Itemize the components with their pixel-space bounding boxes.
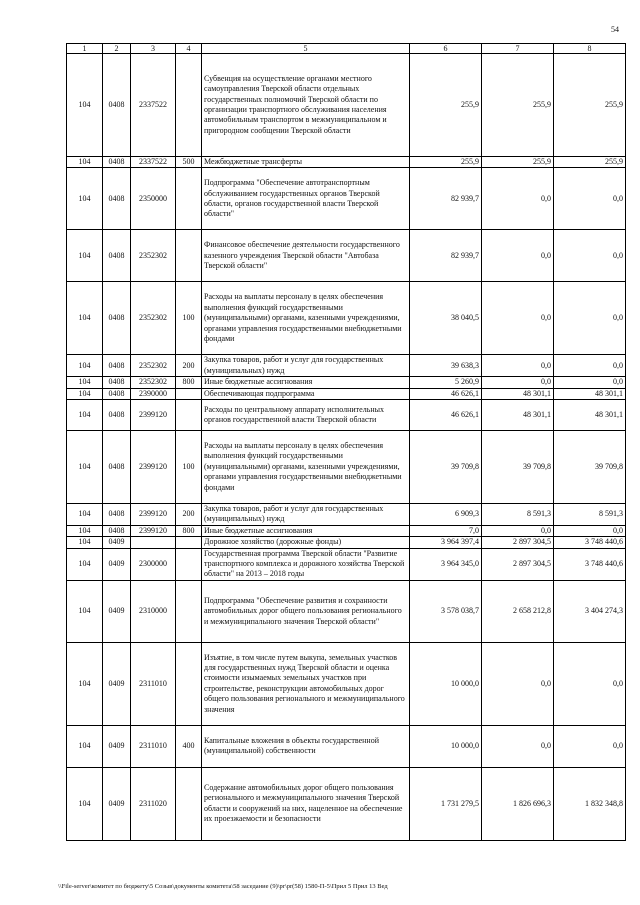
header-cell: 6: [410, 44, 482, 54]
row-amount-year3-cell: 3 404 274,3: [554, 580, 626, 642]
row-description-cell: Финансовое обеспечение деятельности государственного казенного учреждения Тверской области "Автобаза Тверской области": [202, 230, 410, 282]
row-amount-year1-cell: 82 939,7: [410, 168, 482, 230]
table-row: [67, 767, 626, 840]
row-amount-year3-cell: 0,0: [554, 642, 626, 725]
row-subsection-cell: 0408: [103, 54, 131, 157]
header-cell: 5: [202, 44, 410, 54]
row-section-cell: 104: [67, 504, 103, 526]
row-section-cell: 104: [67, 54, 103, 157]
row-amount-year1-cell: 3 578 038,7: [410, 580, 482, 642]
row-description-cell: Иные бюджетные ассигнования: [202, 377, 410, 388]
row-target-article-cell: 2399120: [131, 431, 176, 504]
row-amount-year1-cell: 255,9: [410, 54, 482, 157]
row-target-article-cell: 2311010: [131, 642, 176, 725]
row-description-cell: Обеспечивающая подпрограмма: [202, 388, 410, 399]
row-expense-type-cell: 800: [176, 525, 202, 536]
row-expense-type-cell: [176, 388, 202, 399]
row-amount-year2-cell: 39 709,8: [482, 431, 554, 504]
row-target-article-cell: 2311020: [131, 767, 176, 840]
row-description-cell: Межбюджетные трансферты: [202, 157, 410, 168]
row-section-cell: 104: [67, 400, 103, 431]
row-section-cell: 104: [67, 537, 103, 548]
row-amount-year3-cell: 255,9: [554, 157, 626, 168]
header-cell: 8: [554, 44, 626, 54]
row-expense-type-cell: [176, 642, 202, 725]
row-subsection-cell: 0408: [103, 230, 131, 282]
row-amount-year2-cell: 255,9: [482, 157, 554, 168]
row-target-article-cell: 2390000: [131, 388, 176, 399]
row-description-cell: Государственная программа Тверской области "Развитие транспортного комплекса и дорожного хозяйства Тверской области" на 2013 – 2018 годы: [202, 548, 410, 580]
row-expense-type-cell: 200: [176, 355, 202, 377]
row-amount-year2-cell: 8 591,3: [482, 504, 554, 526]
table-row: [67, 355, 626, 377]
row-amount-year3-cell: 0,0: [554, 377, 626, 388]
row-section-cell: 104: [67, 767, 103, 840]
row-expense-type-cell: [176, 537, 202, 548]
row-section-cell: 104: [67, 642, 103, 725]
budget-table: [66, 43, 626, 841]
row-expense-type-cell: 100: [176, 282, 202, 355]
row-amount-year1-cell: 46 626,1: [410, 400, 482, 431]
row-section-cell: 104: [67, 230, 103, 282]
row-amount-year3-cell: 0,0: [554, 525, 626, 536]
row-expense-type-cell: [176, 230, 202, 282]
row-description-cell: Содержание автомобильных дорог общего пользования регионального и межмуниципального значения Тверской области и сооружений на них, нацеленное на обеспечение их проезжаемости и безопасности: [202, 767, 410, 840]
row-description-cell: Капитальные вложения в объекты государственной (муниципальной) собственности: [202, 725, 410, 767]
row-amount-year1-cell: 255,9: [410, 157, 482, 168]
row-description-cell: Расходы на выплаты персоналу в целях обеспечения выполнения функций государственными (муниципальными) органами, казенными учреждениями, органами управления государственными внебюджетными фондами: [202, 431, 410, 504]
row-amount-year1-cell: 39 638,3: [410, 355, 482, 377]
row-subsection-cell: 0409: [103, 767, 131, 840]
row-description-cell: Иные бюджетные ассигнования: [202, 525, 410, 536]
row-amount-year1-cell: 3 964 345,0: [410, 548, 482, 580]
row-subsection-cell: 0408: [103, 504, 131, 526]
row-target-article-cell: 2352302: [131, 377, 176, 388]
table-row: [67, 537, 626, 548]
row-description-cell: Подпрограмма "Обеспечение автотранспортным обслуживанием государственных органов Тверской области, органов государственной власти Тверской области": [202, 168, 410, 230]
row-amount-year3-cell: 0,0: [554, 168, 626, 230]
page-number: 54: [611, 25, 619, 34]
row-amount-year2-cell: 2 658 212,8: [482, 580, 554, 642]
row-description-cell: Расходы на выплаты персоналу в целях обеспечения выполнения функций государственными (муниципальными) органами, казенными учреждениями, органами управления государственными внебюджетными фондами: [202, 282, 410, 355]
row-description-cell: Субвенция на осуществление органами местного самоуправления Тверской области отдельных государственных полномочий Тверской области по организации транспортного обслуживания населения автомобильным транспортом в межмуниципальном и пригородном сообщении Тверской области: [202, 54, 410, 157]
row-section-cell: 104: [67, 168, 103, 230]
table-row: [67, 504, 626, 526]
row-amount-year3-cell: 48 301,1: [554, 400, 626, 431]
row-amount-year3-cell: 3 748 440,6: [554, 537, 626, 548]
row-target-article-cell: 2310000: [131, 580, 176, 642]
row-amount-year1-cell: 1 731 279,5: [410, 767, 482, 840]
table-row: [67, 168, 626, 230]
row-amount-year2-cell: 255,9: [482, 54, 554, 157]
row-section-cell: 104: [67, 431, 103, 504]
row-amount-year1-cell: 39 709,8: [410, 431, 482, 504]
row-amount-year2-cell: 0,0: [482, 282, 554, 355]
table-row: [67, 157, 626, 168]
row-subsection-cell: 0408: [103, 168, 131, 230]
row-amount-year1-cell: 38 040,5: [410, 282, 482, 355]
row-target-article-cell: 2399120: [131, 525, 176, 536]
row-amount-year2-cell: 0,0: [482, 355, 554, 377]
row-section-cell: 104: [67, 525, 103, 536]
row-amount-year1-cell: 3 964 397,4: [410, 537, 482, 548]
row-amount-year1-cell: 6 909,3: [410, 504, 482, 526]
row-amount-year3-cell: 0,0: [554, 725, 626, 767]
row-amount-year3-cell: 8 591,3: [554, 504, 626, 526]
header-cell: 2: [103, 44, 131, 54]
row-amount-year3-cell: 1 832 348,8: [554, 767, 626, 840]
row-target-article-cell: 2337522: [131, 157, 176, 168]
row-expense-type-cell: 800: [176, 377, 202, 388]
row-section-cell: 104: [67, 377, 103, 388]
row-amount-year1-cell: 82 939,7: [410, 230, 482, 282]
row-amount-year3-cell: 255,9: [554, 54, 626, 157]
row-amount-year2-cell: 0,0: [482, 725, 554, 767]
row-description-cell: Расходы по центральному аппарату исполнительных органов государственной власти Тверской области: [202, 400, 410, 431]
row-description-cell: Закупка товаров, работ и услуг для государственных (муниципальных) нужд: [202, 504, 410, 526]
footer-file-path: \\File-server\комитет по бюджету\5 Созыв\документы комитета\58 заседание (9)\pr\pr(58) 1580-П-5\Прил 5 Прил 13 Вед: [58, 883, 388, 890]
row-amount-year2-cell: 48 301,1: [482, 400, 554, 431]
header-cell: 7: [482, 44, 554, 54]
row-amount-year2-cell: 0,0: [482, 230, 554, 282]
row-section-cell: 104: [67, 580, 103, 642]
header-cell: 4: [176, 44, 202, 54]
row-target-article-cell: 2352302: [131, 355, 176, 377]
row-amount-year3-cell: 0,0: [554, 230, 626, 282]
row-amount-year2-cell: 48 301,1: [482, 388, 554, 399]
row-subsection-cell: 0408: [103, 525, 131, 536]
table-row: [67, 431, 626, 504]
row-description-cell: Закупка товаров, работ и услуг для государственных (муниципальных) нужд: [202, 355, 410, 377]
row-amount-year2-cell: 2 897 304,5: [482, 548, 554, 580]
table-row: [67, 725, 626, 767]
row-target-article-cell: 2399120: [131, 400, 176, 431]
row-amount-year1-cell: 10 000,0: [410, 725, 482, 767]
row-expense-type-cell: [176, 580, 202, 642]
row-section-cell: 104: [67, 355, 103, 377]
table-row: [67, 377, 626, 388]
row-subsection-cell: 0409: [103, 580, 131, 642]
row-section-cell: 104: [67, 725, 103, 767]
table-row: [67, 400, 626, 431]
row-expense-type-cell: 400: [176, 725, 202, 767]
row-section-cell: 104: [67, 548, 103, 580]
row-section-cell: 104: [67, 388, 103, 399]
row-subsection-cell: 0409: [103, 537, 131, 548]
row-target-article-cell: 2311010: [131, 725, 176, 767]
row-section-cell: 104: [67, 282, 103, 355]
row-section-cell: 104: [67, 157, 103, 168]
row-target-article-cell: 2300000: [131, 548, 176, 580]
row-amount-year2-cell: 0,0: [482, 525, 554, 536]
row-expense-type-cell: 200: [176, 504, 202, 526]
row-subsection-cell: 0408: [103, 388, 131, 399]
row-amount-year2-cell: 2 897 304,5: [482, 537, 554, 548]
row-amount-year1-cell: 5 260,9: [410, 377, 482, 388]
header-row: [67, 44, 626, 54]
table-row: [67, 54, 626, 157]
row-amount-year3-cell: 39 709,8: [554, 431, 626, 504]
table-row: [67, 282, 626, 355]
row-amount-year2-cell: 0,0: [482, 377, 554, 388]
row-subsection-cell: 0408: [103, 282, 131, 355]
table-row: [67, 230, 626, 282]
row-expense-type-cell: 100: [176, 431, 202, 504]
row-amount-year3-cell: 0,0: [554, 282, 626, 355]
row-target-article-cell: 2350000: [131, 168, 176, 230]
row-expense-type-cell: [176, 400, 202, 431]
row-expense-type-cell: 500: [176, 157, 202, 168]
row-subsection-cell: 0408: [103, 431, 131, 504]
row-target-article-cell: 2352302: [131, 230, 176, 282]
row-subsection-cell: 0408: [103, 157, 131, 168]
row-subsection-cell: 0409: [103, 725, 131, 767]
row-description-cell: Изъятие, в том числе путем выкупа, земельных участков для государственных нужд Тверской области и оценка стоимости изымаемых земельных участков при строительстве, реконструкции автомобильных дорог общего пользования регионального и межмуниципального значения: [202, 642, 410, 725]
row-subsection-cell: 0409: [103, 642, 131, 725]
row-target-article-cell: 2399120: [131, 504, 176, 526]
header-cell: 1: [67, 44, 103, 54]
row-target-article-cell: 2337522: [131, 54, 176, 157]
row-expense-type-cell: [176, 168, 202, 230]
row-target-article-cell: 2352302: [131, 282, 176, 355]
table-row: [67, 548, 626, 580]
row-amount-year3-cell: 0,0: [554, 355, 626, 377]
row-description-cell: Подпрограмма "Обеспечение развития и сохранности автомобильных дорог общего пользования регионального и межмуниципального значения Тверской области": [202, 580, 410, 642]
row-subsection-cell: 0409: [103, 548, 131, 580]
row-amount-year3-cell: 48 301,1: [554, 388, 626, 399]
row-expense-type-cell: [176, 54, 202, 157]
row-amount-year2-cell: 0,0: [482, 642, 554, 725]
row-subsection-cell: 0408: [103, 355, 131, 377]
row-subsection-cell: 0408: [103, 377, 131, 388]
row-amount-year1-cell: 10 000,0: [410, 642, 482, 725]
row-amount-year1-cell: 7,0: [410, 525, 482, 536]
table-row: [67, 388, 626, 399]
table-row: [67, 525, 626, 536]
row-expense-type-cell: [176, 548, 202, 580]
row-amount-year2-cell: 0,0: [482, 168, 554, 230]
row-amount-year1-cell: 46 626,1: [410, 388, 482, 399]
header-cell: 3: [131, 44, 176, 54]
row-expense-type-cell: [176, 767, 202, 840]
row-subsection-cell: 0408: [103, 400, 131, 431]
row-amount-year2-cell: 1 826 696,3: [482, 767, 554, 840]
table-row: [67, 642, 626, 725]
row-description-cell: Дорожное хозяйство (дорожные фонды): [202, 537, 410, 548]
row-amount-year3-cell: 3 748 440,6: [554, 548, 626, 580]
row-target-article-cell: [131, 537, 176, 548]
table-row: [67, 580, 626, 642]
